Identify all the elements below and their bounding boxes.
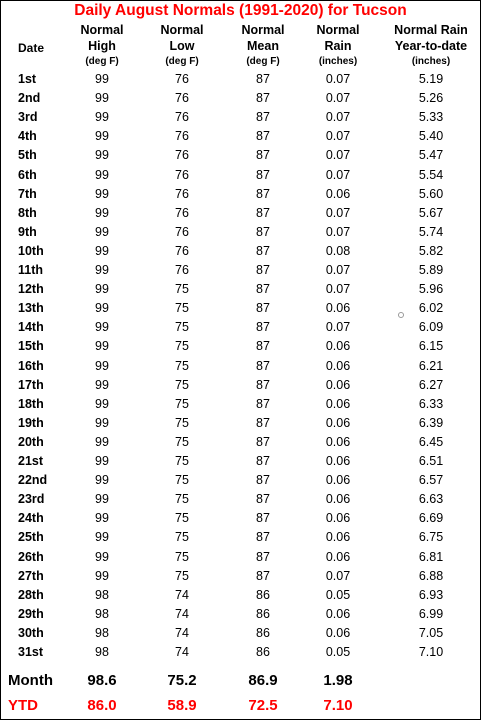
rain-ytd: 6.99	[418, 606, 444, 621]
ytd-high: 86.0	[87, 697, 117, 714]
normal-rain: 0.06	[325, 301, 351, 316]
normal-high: 99	[95, 358, 109, 373]
normal-rain: 0.07	[325, 263, 351, 277]
normal-mean: 87	[256, 129, 270, 144]
table-row	[1, 280, 480, 299]
rain-ytd: 6.69	[418, 511, 444, 526]
day-label: 3rd	[18, 110, 38, 125]
normal-low: 76	[175, 205, 189, 220]
normal-low: 75	[175, 339, 189, 354]
table-row	[1, 166, 480, 185]
normal-mean: 87	[256, 186, 270, 201]
normal-rain: 0.05	[325, 645, 351, 659]
day-label: 26th	[18, 549, 44, 564]
normal-low: 76	[175, 167, 189, 182]
normal-mean: 87	[256, 568, 270, 583]
table-row	[1, 70, 480, 89]
table-row	[1, 586, 480, 605]
table-row	[1, 108, 480, 127]
rain-ytd: 5.47	[418, 148, 444, 163]
header-date: Date	[18, 41, 45, 55]
page-title: Daily August Normals (1991-2020) for Tucson	[74, 2, 407, 19]
day-label: 23rd	[18, 492, 45, 507]
normal-rain: 0.06	[325, 606, 351, 621]
normal-high: 99	[95, 91, 109, 106]
normal-rain: 0.06	[325, 492, 351, 507]
month-rain: 1.98	[323, 672, 353, 689]
normal-mean: 87	[256, 454, 270, 468]
rain-ytd: 5.74	[418, 224, 444, 239]
table-row	[1, 414, 480, 433]
rain-ytd: 5.60	[418, 186, 444, 201]
normal-rain: 0.07	[325, 282, 351, 297]
normal-high: 99	[95, 205, 109, 220]
ytd-mean: 72.5	[248, 697, 278, 714]
normal-mean: 87	[256, 320, 270, 335]
normal-rain: 0.06	[325, 358, 351, 373]
day-label: 29th	[18, 606, 44, 621]
table-row	[1, 452, 480, 471]
normal-rain: 0.06	[325, 396, 351, 411]
day-label: 28th	[18, 587, 44, 602]
rain-ytd: 6.21	[418, 358, 444, 373]
normal-high: 99	[95, 148, 109, 163]
table-row	[1, 395, 480, 414]
rain-ytd: 6.39	[418, 415, 444, 430]
normal-low: 76	[175, 91, 189, 106]
normal-low: 76	[175, 224, 189, 239]
table-row	[1, 643, 480, 662]
rain-ytd: 6.51	[418, 454, 444, 468]
day-label: 7th	[18, 186, 37, 201]
day-label: 19th	[18, 415, 44, 430]
normal-rain: 0.07	[325, 91, 351, 106]
rain-ytd: 5.19	[418, 72, 444, 86]
rain-ytd: 5.40	[418, 129, 444, 144]
rain-ytd: 6.93	[418, 587, 444, 602]
day-label: 9th	[18, 224, 37, 239]
normal-mean: 87	[256, 167, 270, 182]
normal-rain: 0.07	[325, 205, 351, 220]
table-row	[1, 376, 480, 395]
normal-mean: 87	[256, 396, 270, 411]
normal-low: 76	[175, 110, 189, 125]
normal-low: 75	[175, 377, 189, 392]
normal-high: 98	[95, 606, 109, 621]
normal-rain: 0.06	[325, 454, 351, 468]
normal-high: 99	[95, 549, 109, 564]
normal-mean: 87	[256, 434, 270, 449]
normal-rain: 0.06	[325, 434, 351, 449]
day-label: 25th	[18, 530, 44, 545]
normal-rain: 0.06	[325, 625, 351, 640]
day-label: 17th	[18, 377, 44, 392]
normal-rain: 0.08	[325, 243, 351, 258]
normal-rain: 0.07	[325, 148, 351, 163]
normal-low: 75	[175, 549, 189, 564]
day-label: 18th	[18, 396, 44, 411]
normal-high: 99	[95, 110, 109, 125]
normal-mean: 86	[256, 606, 270, 621]
normal-low: 75	[175, 282, 189, 297]
header-mean: Normal Mean (deg F)	[241, 23, 285, 67]
table-row	[1, 89, 480, 108]
day-label: 16th	[18, 358, 44, 373]
ytd-rain: 7.10	[323, 697, 353, 714]
table-row	[1, 185, 480, 204]
day-label: 1st	[18, 72, 37, 86]
normal-rain: 0.07	[325, 167, 351, 182]
normal-rain: 0.07	[325, 320, 351, 335]
day-label: 30th	[18, 625, 44, 640]
day-label: 20th	[18, 434, 44, 449]
day-label: 13th	[18, 301, 44, 316]
month-row	[1, 669, 480, 693]
rain-ytd: 6.81	[418, 549, 444, 564]
table-row	[1, 509, 480, 528]
normal-low: 75	[175, 396, 189, 411]
normal-mean: 87	[256, 148, 270, 163]
normal-mean: 87	[256, 473, 270, 488]
normal-mean: 87	[256, 415, 270, 430]
rain-ytd: 6.27	[418, 377, 444, 392]
normal-low: 76	[175, 148, 189, 163]
day-label: 10th	[18, 243, 44, 258]
rain-ytd: 7.05	[418, 625, 444, 640]
normal-low: 76	[175, 72, 189, 86]
normal-rain: 0.06	[325, 339, 351, 354]
normal-high: 99	[95, 492, 109, 507]
normal-high: 99	[95, 129, 109, 144]
header-low: Normal Low (deg F)	[160, 23, 204, 67]
normal-high: 99	[95, 434, 109, 449]
normal-low: 75	[175, 568, 189, 583]
normal-high: 99	[95, 396, 109, 411]
normal-mean: 87	[256, 110, 270, 125]
normal-mean: 87	[256, 224, 270, 239]
table-row	[1, 127, 480, 146]
day-label: 24th	[18, 511, 44, 526]
normal-mean: 87	[256, 492, 270, 507]
normal-low: 75	[175, 530, 189, 545]
table-row	[1, 337, 480, 356]
rain-ytd: 6.88	[418, 568, 444, 583]
normal-high: 99	[95, 320, 109, 335]
normal-rain: 0.06	[325, 549, 351, 564]
normal-mean: 87	[256, 243, 270, 258]
normal-mean: 87	[256, 205, 270, 220]
normal-high: 99	[95, 377, 109, 392]
rain-ytd: 5.96	[418, 282, 444, 297]
month-label: Month	[8, 672, 53, 689]
rain-ytd: 6.45	[418, 434, 444, 449]
rain-ytd: 6.33	[418, 396, 444, 411]
table-row	[1, 490, 480, 509]
normal-low: 74	[175, 625, 189, 640]
normal-rain: 0.07	[325, 129, 351, 144]
normal-high: 99	[95, 263, 109, 277]
rain-ytd: 6.63	[418, 492, 444, 507]
month-mean: 86.9	[248, 672, 278, 689]
header-high: Normal High (deg F)	[80, 23, 124, 67]
rain-ytd: 6.02	[418, 301, 444, 316]
rain-ytd: 6.75	[418, 530, 444, 545]
normal-mean: 87	[256, 301, 270, 316]
normal-mean: 87	[256, 549, 270, 564]
table-row	[1, 204, 480, 223]
normal-high: 99	[95, 72, 109, 86]
normal-mean: 86	[256, 625, 270, 640]
normal-low: 76	[175, 243, 189, 258]
day-label: 6th	[18, 167, 37, 182]
table-row	[1, 605, 480, 624]
normal-mean: 87	[256, 511, 270, 526]
normal-high: 99	[95, 568, 109, 583]
normal-mean: 87	[256, 339, 270, 354]
normal-mean: 87	[256, 358, 270, 373]
normal-mean: 87	[256, 530, 270, 545]
table-row	[1, 528, 480, 547]
normal-high: 99	[95, 473, 109, 488]
normal-rain: 0.07	[325, 110, 351, 125]
normal-rain: 0.07	[325, 72, 351, 86]
day-label: 8th	[18, 205, 37, 220]
normal-high: 99	[95, 167, 109, 182]
normal-high: 99	[95, 511, 109, 526]
normal-low: 74	[175, 606, 189, 621]
normal-high: 99	[95, 454, 109, 468]
table-row	[1, 433, 480, 452]
normal-rain: 0.06	[325, 415, 351, 430]
table-row	[1, 146, 480, 165]
normal-mean: 87	[256, 282, 270, 297]
normal-high: 99	[95, 301, 109, 316]
rain-ytd: 5.82	[418, 243, 444, 258]
table-row	[1, 261, 480, 280]
day-label: 27th	[18, 568, 44, 583]
normal-rain: 0.06	[325, 377, 351, 392]
ytd-row	[1, 694, 480, 718]
header-ytd-rain: Normal Rain Year-to-date (inches)	[394, 23, 468, 67]
day-label: 5th	[18, 148, 37, 163]
table-row	[1, 567, 480, 586]
day-label: 31st	[18, 645, 44, 659]
rain-ytd: 5.33	[418, 110, 444, 125]
table-row	[1, 318, 480, 337]
rain-ytd: 5.67	[418, 205, 444, 220]
rain-ytd: 6.57	[418, 473, 444, 488]
normal-rain: 0.07	[325, 568, 351, 583]
normal-low: 75	[175, 434, 189, 449]
normal-mean: 86	[256, 587, 270, 602]
rain-ytd: 5.89	[418, 263, 444, 277]
normal-low: 75	[175, 511, 189, 526]
normal-high: 99	[95, 224, 109, 239]
day-label: 11th	[18, 263, 44, 277]
normal-low: 75	[175, 473, 189, 488]
normal-high: 99	[95, 282, 109, 297]
day-label: 12th	[18, 282, 44, 297]
month-low: 75.2	[167, 672, 197, 689]
normal-high: 99	[95, 415, 109, 430]
day-label: 4th	[18, 129, 37, 144]
normal-mean: 87	[256, 263, 270, 277]
normal-high: 99	[95, 530, 109, 545]
rain-ytd: 5.54	[418, 167, 444, 182]
day-label: 21st	[18, 454, 44, 468]
normal-rain: 0.05	[325, 587, 351, 602]
normal-mean: 87	[256, 377, 270, 392]
month-high: 98.6	[87, 672, 117, 689]
normal-rain: 0.06	[325, 473, 351, 488]
normal-low: 75	[175, 492, 189, 507]
normal-low: 76	[175, 129, 189, 144]
table-row	[1, 357, 480, 376]
normal-mean: 86	[256, 645, 270, 659]
ytd-low: 58.9	[167, 697, 197, 714]
ytd-label: YTD	[8, 697, 38, 714]
normal-high: 98	[95, 625, 109, 640]
normal-rain: 0.06	[325, 530, 351, 545]
normal-high: 98	[95, 587, 109, 602]
day-label: 2nd	[18, 91, 41, 106]
normal-high: 99	[95, 243, 109, 258]
header-rain: Normal Rain (inches)	[316, 23, 360, 67]
normal-low: 76	[175, 186, 189, 201]
normal-rain: 0.06	[325, 511, 351, 526]
normal-low: 75	[175, 301, 189, 316]
rain-ytd: 6.09	[418, 320, 444, 335]
rain-ytd: 7.10	[418, 645, 444, 659]
normal-low: 75	[175, 320, 189, 335]
normal-rain: 0.07	[325, 224, 351, 239]
normal-high: 99	[95, 186, 109, 201]
table-row	[1, 548, 480, 567]
rain-ytd: 5.26	[418, 91, 444, 106]
rain-ytd: 6.15	[418, 339, 444, 354]
day-label: 15th	[18, 339, 44, 354]
normal-rain: 0.06	[325, 186, 351, 201]
day-label: 14th	[18, 320, 44, 335]
day-label: 22nd	[18, 473, 48, 488]
normal-mean: 87	[256, 91, 270, 106]
marker-dot	[398, 312, 404, 318]
table-row	[1, 223, 480, 242]
table-row	[1, 242, 480, 261]
normal-mean: 87	[256, 72, 270, 86]
normal-low: 75	[175, 358, 189, 373]
table-row	[1, 299, 480, 318]
table-row	[1, 471, 480, 490]
normal-low: 75	[175, 454, 189, 468]
table-row	[1, 624, 480, 643]
normal-low: 76	[175, 263, 189, 277]
normal-high: 98	[95, 645, 109, 659]
normal-high: 99	[95, 339, 109, 354]
normal-low: 74	[175, 645, 189, 659]
normal-low: 74	[175, 587, 189, 602]
normal-low: 75	[175, 415, 189, 430]
